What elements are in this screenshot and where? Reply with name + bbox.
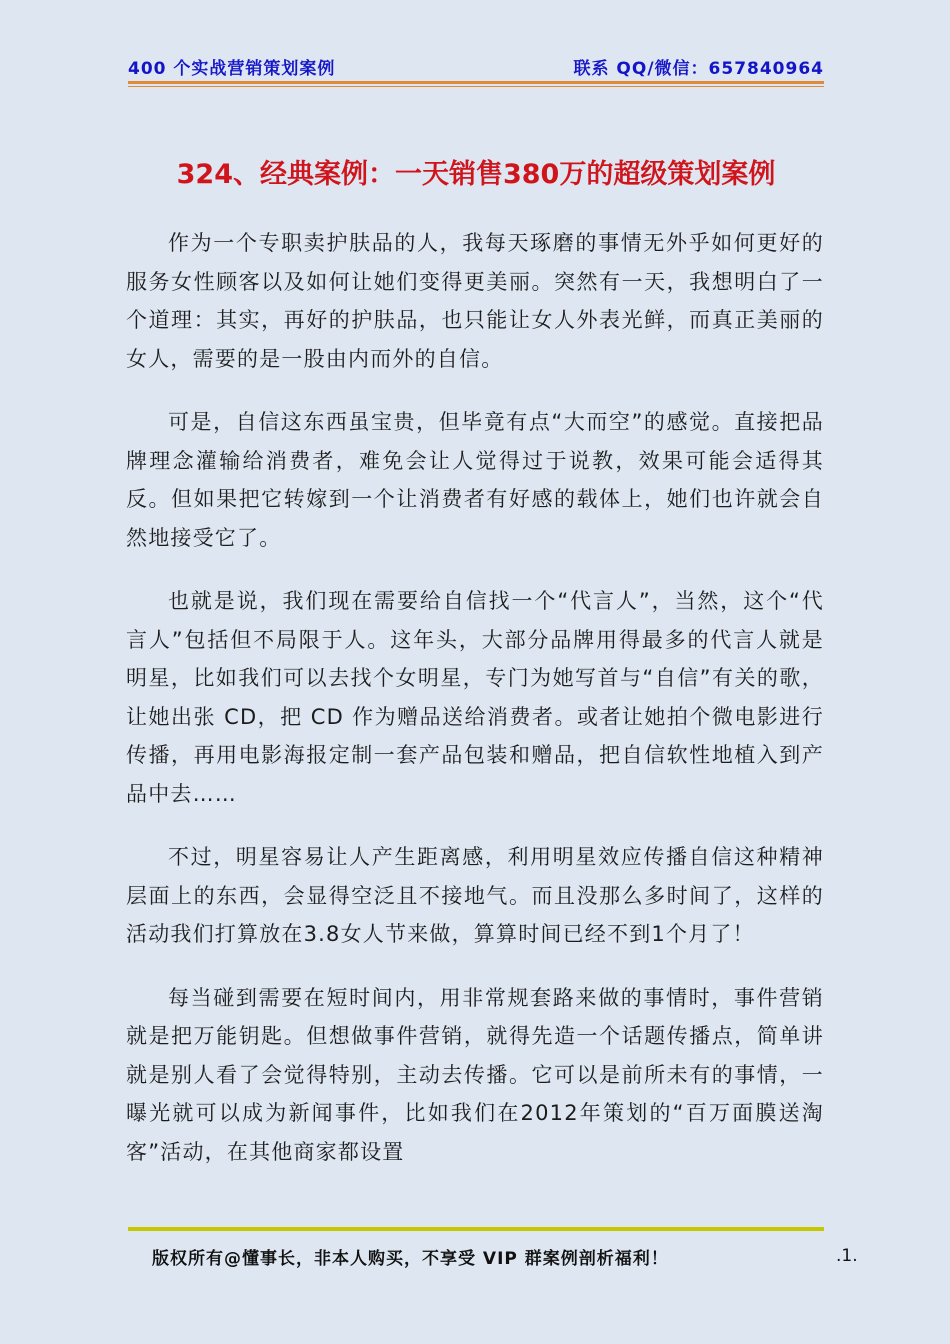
header-divider-thin [128, 86, 824, 87]
paragraph-2: 可是，自信这东西虽宝贵，但毕竟有点“大而空”的感觉。直接把品牌理念灌输给消费者，难免会让人觉得过于说教，效果可能会适得其反。但如果把它转嫁到一个让消费者有好感的载体上，她们也许就会自然地接受它了。 [126, 410, 824, 550]
paragraph-4: 不过，明星容易让人产生距离感，利用明星效应传播自信这种精神层面上的东西，会显得空泛且不接地气。而且没那么多时间了，这样的活动我们打算放在3.8女人节来做，算算时间已经不到1个月了！ [126, 845, 824, 946]
footer-copyright: 版权所有@懂事长，非本人购买，不享受 VIP 群案例剖析福利！ [152, 1249, 669, 1269]
paragraph-3: 也就是说，我们现在需要给自信找一个“代言人”，当然，这个“代言人”包括但不局限于人。这年头，大部分品牌用得最多的代言人就是明星，比如我们可以去找个女明星，专门为她写首与“自信”有关的歌，让她出张 CD，把 CD 作为赠品送给消费者。或者让她拍个微电影进行传播，再用电影海报定制一套产品包装和赠品，把自信软性地植入到产品中去…… [126, 589, 824, 806]
article-title: 324、经典案例：一天销售380万的超级策划案例 [176, 159, 776, 190]
paragraph-5: 每当碰到需要在短时间内，用非常规套路来做的事情时，事件营销就是把万能钥匙。但想做事件营销，就得先造一个话题传播点，简单讲就是别人看了会觉得特别，主动去传播。它可以是前所未有的事情，一曝光就可以成为新闻事件，比如我们在2012年策划的“百万面膜送淘客”活动，在其他商家都设置 [126, 985, 824, 1164]
footer-divider [128, 1227, 824, 1231]
header-series-title: 400 个实战营销策划案例 [128, 59, 336, 79]
paragraph-1: 作为一个专职卖护肤品的人，我每天琢磨的事情无外乎如何更好的服务女性顾客以及如何让她们变得更美丽。突然有一天，我想明白了一个道理：其实，再好的护肤品，也只能让女人外表光鲜，而真正美丽的女人，需要的是一股由内而外的自信。 [126, 231, 824, 371]
header-contact: 联系 QQ/微信：657840964 [573, 59, 824, 79]
page-number: .1. [836, 1246, 858, 1266]
header-divider [128, 81, 824, 84]
page-header [128, 54, 824, 82]
article-body [126, 224, 824, 1196]
